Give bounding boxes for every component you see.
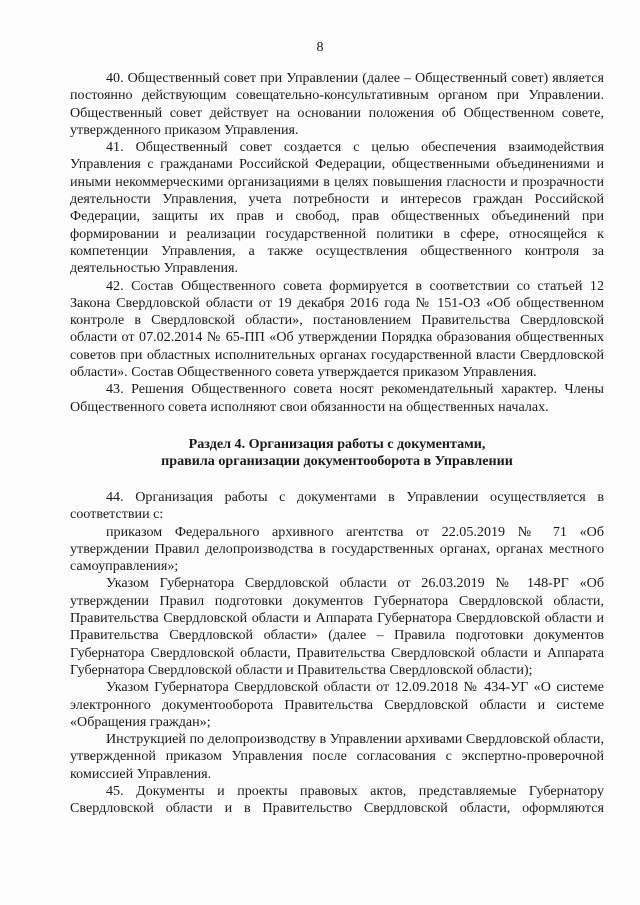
paragraph-43: 43. Решения Общественного совета носят рекомендательный характер. Члены Общественного совета исполняют свои обязанности на общественных началах. xyxy=(70,381,604,415)
section-heading-line-2: правила организации документооборота в Управлении xyxy=(161,453,513,470)
section-4-heading xyxy=(70,436,604,471)
paragraph-44: 44. Организация работы с документами в Управлении осуществляется в соответствии с: xyxy=(70,488,604,523)
section-4-body xyxy=(70,489,604,818)
section-heading-line-1: Раздел 4. Организация работы с документами, xyxy=(188,435,486,452)
section-3-body xyxy=(70,70,604,416)
paragraph-41: 41. Общественный совет создается с целью обеспечения взаимодействия Управления с гражданами Российской Федерации, общественными объединениями и иными некоммерческими организациями в целях повышения гласности и прозрачности деятельности Управления, учета потребности и интересов граждан Российской Федерации, защиты их прав и свобод, прав общественных объединений при формировании и реализации государственной политики в сфере, относящейся к компетенции Управления, а также осуществления общественного контроля за деятельностью Управления. xyxy=(70,139,604,277)
list-item-decree-434: Указом Губернатора Свердловской области от 12.09.2018 № 434-УГ «О системе электронного документооборота Правительства Свердловской области и системе «Обращения граждан»; xyxy=(70,679,604,730)
list-item-decree-148: Указом Губернатора Свердловской области от 26.03.2019 № 148-РГ «Об утверждении Правил подготовки документов Губернатора Свердловской области, Правительства Свердловской области и Аппарата Губернатора Свердловской области и Правительства Свердловской области» (далее – Правила подготовки документов Губернатора Свердловской области, Правительства Свердловской области и Аппарата Губернатора Свердловской области и Правительства Свердловской области); xyxy=(70,575,604,678)
list-item-instruction: Инструкцией по делопроизводству в Управлении архивами Свердловской области, утвержденной приказом Управления после согласования с экспертно-проверочной комиссией Управления. xyxy=(70,731,604,782)
list-item-order-71: приказом Федерального архивного агентства от 22.05.2019 № 71 «Об утверждении Правил делопроизводства в государственных органах, органах местного самоуправления»; xyxy=(70,523,604,575)
paragraph-45: 45. Документы и проекты правовых актов, представляемые Губернатору Свердловской области и в Правительство Свердловской области, оформляются xyxy=(70,782,604,817)
paragraph-42: 42. Состав Общественного совета формируется в соответствии со статьей 12 Закона Свердловской области от 19 декабря 2016 года № 151-ОЗ «Об общественном контроле в Свердловской области», постановлением Правительства Свердловской области от 07.02.2014 № 65-ПП «Об утверждении Порядка образования общественных советов при областных исполнительных органах государственной власти Свердловской области». Состав Общественного совета утверждается приказом Управления. xyxy=(70,277,604,381)
page-number: 8 xyxy=(316,40,324,55)
paragraph-40: 40. Общественный совет при Управлении (далее – Общественный совет) является постоянно действующим совещательно-консультативным органом при Управлении. Общественный совет действует на основании положения об Общественном совете, утвержденного приказом Управления. xyxy=(70,70,604,138)
